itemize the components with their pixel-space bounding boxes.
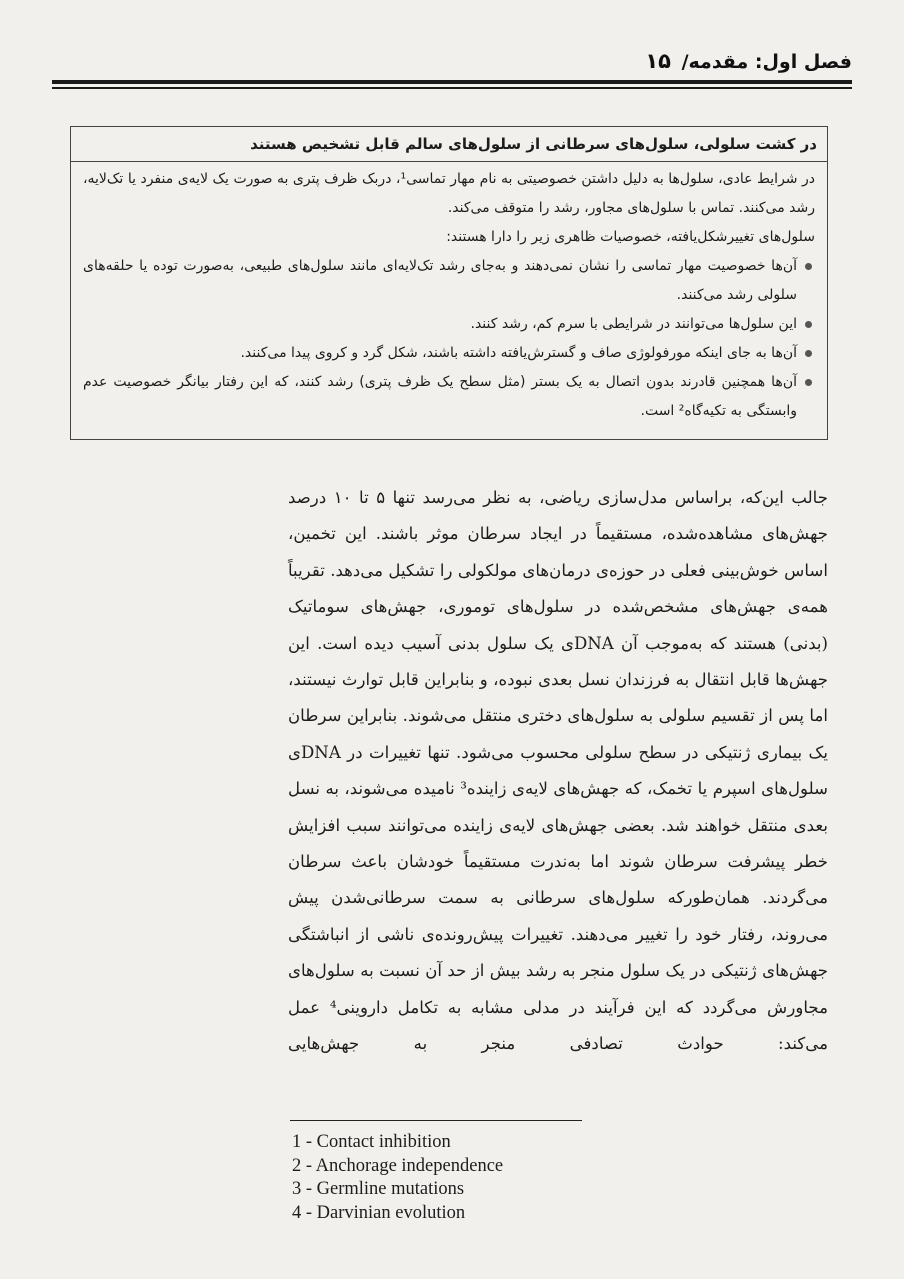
info-box	[70, 126, 828, 440]
body-paragraph: جالب این‌که، براساس مدل‌سازی ریاضی، به نظر می‌رسد تنها ۵ تا ۱۰ درصد جهش‌های مشاهده‌شده، مستقیماً در ایجاد سرطان موثر باشند. این تخمین، اساس خوش‌بینی فعلی در حوزه‌ی درمان‌های مولکولی را تشکیل می‌دهد. تقریباً همه‌ی جهش‌های مشخص‌شده در سلول‌های توموری، جهش‌های سوماتیک (بدنی) هستند که به‌موجب آن DNAی یک سلول بدنی آسیب دیده است. این جهش‌ها قابل انتقال به فرزندان نسل بعدی نبوده، و بنابراین قابل توارث نیستند، اما پس از تقسیم سلولی به سلول‌های دختری منتقل می‌شوند. بنابراین سرطان یک بیماری ژنتیکی در سطح سلولی محسوب می‌شود. تنها تغییرات در DNAی سلول‌های اسپرم یا تخمک، که جهش‌های لایه‌ی زاینده³ نامیده می‌شوند، به نسل بعدی منتقل خواهند شد. بعضی جهش‌های لایه‌ی زاینده می‌توانند سبب افزایش خطر پیشرفت سرطان شوند اما به‌ندرت مستقیماً خودشان باعث سرطان می‌گردند. همان‌طورکه سلول‌های سرطانی به سمت سرطانی‌شدن پیش می‌روند، رفتار خود را تغییر می‌دهند. تغییرات پیش‌رونده‌ی ناشی از انباشتگی جهش‌های ژنتیکی در یک سلول منجر به رشد بیش از حد آن نسبت به سلول‌های مجاورش می‌گردد که این فرآیند در مدلی مشابه به تکامل داروینی⁴ عمل می‌کند: حوادث تصادفی منجر به جهش‌هایی	[288, 488, 828, 1054]
bullet-item: آن‌ها همچنین قادرند بدون اتصال به یک بستر (مثل سطح یک ظرف پتری) رشد کنند، که این رفتار بیانگر خصوصیت عدم وابستگی به تکیه‌گاه² است.	[83, 368, 797, 426]
info-box-title: در کشت سلولی، سلول‌های سرطانی از سلول‌های سالم قابل تشخیص هستند	[71, 127, 827, 162]
footnote: 1 - Contact inhibition	[292, 1132, 451, 1152]
bullet-item: این سلول‌ها می‌توانند در شرایطی با سرم کم، رشد کنند.	[83, 310, 797, 339]
header-rule-thin	[52, 87, 852, 89]
info-box-paragraph: در شرایط عادی، سلول‌ها به دلیل داشتن خصوصیتی به نام مهار تماسی¹، دربک ظرف پتری به صورت یک لایه‌ی منفرد یا تک‌لایه، رشد می‌کنند. تماس با سلول‌های مجاور، رشد را متوقف می‌کند.	[83, 171, 815, 216]
footnotes	[292, 1131, 692, 1225]
footnote: 4 - Darvinian evolution	[292, 1202, 466, 1223]
bullet-item: آن‌ها به جای اینکه مورفولوژی صاف و گسترش‌یافته داشته باشند، شکل گرد و کروی پیدا می‌کنند.	[83, 339, 797, 368]
footnote: 2 - Anchorage independence	[292, 1155, 504, 1176]
info-box-bullet-list	[83, 252, 815, 426]
body-text	[288, 480, 828, 1063]
header-rule-thick	[52, 80, 852, 84]
info-box-paragraph: سلول‌های تغییرشکل‌یافته، خصوصیات ظاهری زیر را دارا هستند:	[446, 229, 815, 245]
chapter-title: فصل اول: مقدمه/	[681, 51, 852, 73]
footnote-divider	[290, 1120, 582, 1121]
page-number: ۱۵	[645, 49, 671, 73]
bullet-item: آن‌ها خصوصیت مهار تماسی را نشان نمی‌دهند و به‌جای رشد تک‌لایه‌ای مانند سلول‌های طبیعی، به‌صورت توده یا حلقه‌های سلولی رشد می‌کنند.	[83, 252, 797, 310]
footnote: 3 - Germline mutations	[292, 1179, 465, 1199]
page-header	[52, 46, 852, 76]
